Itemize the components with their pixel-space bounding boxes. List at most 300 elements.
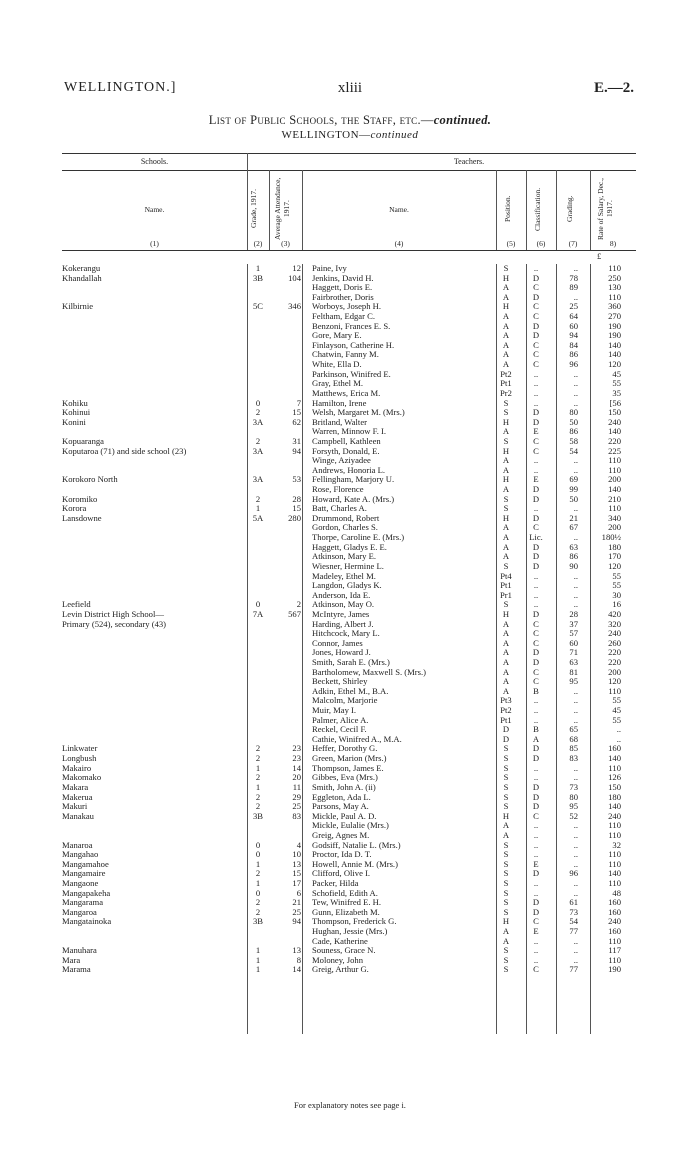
cell-sal: 55 (612, 580, 621, 591)
cell-name: Winge, Aziyadee (312, 456, 371, 466)
cell-grade: 2 (255, 868, 261, 879)
cell-pos: H (502, 474, 510, 485)
table-row (62, 744, 642, 754)
cell-grd: 73 (569, 906, 578, 917)
cell-att: 23 (292, 743, 301, 754)
cell-pos: A (502, 647, 510, 658)
cell-grd: 78 (569, 272, 578, 283)
cell-name: Connor, James (312, 638, 363, 648)
cell-sal: 55 (612, 714, 621, 725)
cell-grd: 61 (569, 897, 578, 908)
cell-att: 15 (292, 503, 301, 514)
cell-sal: 120 (608, 676, 621, 687)
cell-cls: B (533, 724, 539, 735)
cell-pos: A (502, 484, 510, 495)
table-row (62, 514, 642, 524)
col-school-name: Name. (144, 205, 165, 214)
cell-cls: C (533, 522, 539, 533)
table-row (62, 735, 642, 745)
cell-grd: .. (573, 762, 578, 773)
cell-cls: .. (533, 935, 539, 946)
cell-grade: 0 (255, 887, 261, 898)
cell-name: Mickle, Eulalie (Mrs.) (312, 821, 389, 831)
table-row (62, 543, 642, 553)
cell-cls: E (533, 858, 539, 869)
table-row (62, 889, 642, 899)
cell-sal: 35 (612, 387, 621, 398)
cell-sal: 140 (608, 426, 621, 437)
pound-sign: £ (597, 251, 602, 261)
cell-att: 346 (288, 301, 301, 312)
cell-grd: .. (573, 263, 578, 273)
cell-name: Eggleton, Ada L. (312, 792, 371, 802)
cell-sal: 240 (608, 916, 621, 927)
cell-name: Haggett, Gladys E. E. (312, 542, 387, 552)
cell-grade: 1 (255, 503, 261, 514)
cell-pos: Pt2 (500, 368, 512, 379)
table-row (62, 495, 642, 505)
cell-pos: S (503, 906, 509, 917)
cell-grd: 86 (569, 426, 578, 437)
cell-name: Matthews, Erica M. (312, 388, 381, 398)
cell-pos: S (503, 964, 509, 975)
cell-pos: S (503, 599, 509, 610)
cell-att: 20 (292, 772, 301, 783)
colnum-6: (6) (536, 239, 546, 248)
cell-name: Howell, Annie M. (Mrs.) (312, 859, 398, 869)
cell-pos: S (503, 263, 509, 273)
cell-grd: .. (573, 532, 578, 543)
cell-cls: D (532, 608, 540, 619)
cell-cls: .. (533, 599, 539, 610)
table-row (62, 773, 642, 783)
cell-name: Bartholomew, Maxwell S. (Mrs.) (312, 667, 427, 677)
col-attendance: Average Attendance, 1917. (273, 177, 291, 241)
cell-grd: .. (573, 455, 578, 466)
cell-cls: E (533, 926, 539, 937)
cell-att: 6 (296, 887, 301, 898)
cell-cls: D (532, 868, 540, 879)
cell-school: Manaroa (62, 840, 93, 850)
cell-cls: D (532, 753, 540, 764)
cell-grd: 77 (569, 926, 578, 937)
table-row (62, 927, 642, 937)
cell-school: Mangatainoka (62, 917, 112, 927)
cell-name: Palmer, Alice A. (312, 715, 369, 725)
cell-cls: .. (533, 849, 539, 860)
cell-pos: H (502, 608, 510, 619)
cell-pos: A (502, 426, 510, 437)
cell-school: Levin District High School— (62, 609, 164, 619)
cell-school: Mangahao (62, 850, 99, 860)
cell-pos: S (503, 560, 509, 571)
cell-grd: 65 (569, 724, 578, 735)
cell-name: Worboys, Joseph H. (312, 302, 382, 312)
cell-name: Parkinson, Winifred E. (312, 369, 391, 379)
cell-school: Makairo (62, 763, 92, 773)
cell-grade: 5A (252, 512, 264, 523)
cell-grade: 1 (255, 878, 261, 888)
cell-grd: 86 (569, 349, 578, 360)
cell-grd: 37 (569, 618, 578, 629)
cell-school: Makerua (62, 792, 93, 802)
cell-pos: A (502, 820, 510, 831)
cell-name: Packer, Hilda (312, 879, 359, 888)
cell-cls: C (533, 810, 539, 821)
running-header (0, 80, 700, 100)
cell-name: Warren, Minnow F. I. (312, 427, 387, 437)
cell-sal: 30 (612, 589, 621, 600)
cell-sal: 200 (608, 666, 621, 677)
cell-name: Hitchcock, Mary L. (312, 629, 380, 639)
cell-sal: 120 (608, 560, 621, 571)
cell-name: Harding, Albert J. (312, 619, 374, 629)
cell-cls: D (532, 743, 540, 754)
cell-cls: C (533, 618, 539, 629)
cell-grd: 95 (569, 676, 578, 687)
cell-sal: 270 (608, 311, 621, 322)
cell-name: Adkin, Ethel M., B.A. (312, 686, 389, 696)
cell-grade: 0 (255, 397, 261, 408)
cell-name: Gibbes, Eva (Mrs.) (312, 773, 378, 783)
cell-cls: .. (533, 464, 539, 475)
cell-cls: D (532, 906, 540, 917)
table-row (62, 572, 642, 582)
cell-name: Schofield, Edith A. (312, 888, 378, 898)
cell-grd: .. (573, 772, 578, 783)
cell-sal: 110 (608, 503, 621, 514)
cell-grade: 2 (255, 743, 261, 754)
cell-pos: S (503, 868, 509, 879)
cell-grd: 57 (569, 628, 578, 639)
cell-grd: 89 (569, 282, 578, 293)
cell-cls: D (532, 272, 540, 283)
cell-school: Leefield (62, 600, 91, 610)
cell-sal: 150 (608, 407, 621, 418)
col-teacher-name: Name. (389, 205, 409, 214)
cell-att: 94 (292, 916, 301, 927)
cell-sal: 180½ (601, 532, 621, 543)
cell-grd: 90 (569, 560, 578, 571)
col-classification: Classification. (533, 187, 542, 231)
table-row (62, 533, 642, 543)
cell-grade: 1 (255, 945, 261, 956)
table-row (62, 456, 642, 466)
cell-cls: D (532, 512, 540, 523)
cell-pos: Pr2 (500, 387, 512, 398)
table-row (62, 293, 642, 303)
cell-name: Jenkins, David H. (312, 273, 374, 283)
cell-cls: C (533, 445, 539, 456)
cell-att: 14 (292, 964, 301, 975)
footnote: For explanatory notes see page i. (294, 1100, 406, 1110)
cell-sal: 160 (608, 906, 621, 917)
cell-cls: .. (533, 945, 539, 956)
cell-grd: 80 (569, 791, 578, 802)
table-row (62, 658, 642, 668)
table-row (62, 821, 642, 831)
cell-sal: 140 (608, 868, 621, 879)
cell-grd: 67 (569, 522, 578, 533)
cell-grd: 50 (569, 493, 578, 504)
cell-name: Finlayson, Catherine H. (312, 340, 395, 350)
table-row (62, 610, 642, 620)
cell-pos: S (503, 762, 509, 773)
cell-pos: S (503, 897, 509, 908)
cell-sal: 140 (608, 801, 621, 812)
cell-sal: 55 (612, 378, 621, 389)
cell-grd: 73 (569, 781, 578, 792)
cell-grd: 84 (569, 339, 578, 350)
cell-school: Mangaone (62, 879, 99, 888)
table-row (62, 668, 642, 678)
cell-grade: 3A (252, 445, 264, 456)
table-row (62, 302, 642, 312)
table-row (62, 629, 642, 639)
rule-group (62, 170, 636, 171)
cell-grd: .. (573, 580, 578, 591)
table-row (62, 812, 642, 822)
cell-name: Parsons, May A. (312, 802, 369, 812)
table-row (62, 341, 642, 351)
table-row (62, 716, 642, 726)
cell-cls: .. (533, 762, 539, 773)
cell-cls: D (532, 801, 540, 812)
colnum-5: (5) (506, 239, 516, 248)
cell-pos: Pt1 (500, 378, 512, 389)
cell-sal: .. (616, 724, 621, 735)
cell-sal: 160 (608, 926, 621, 937)
cell-att: 53 (292, 474, 301, 485)
cell-pos: Pt3 (500, 695, 512, 706)
cell-pos: S (503, 858, 509, 869)
cell-sal: 140 (608, 339, 621, 350)
cell-name: Thorpe, Caroline E. (Mrs.) (312, 533, 405, 543)
cell-name: Fairbrother, Doris (312, 292, 374, 302)
cell-pos: A (502, 926, 510, 937)
divider-schools-teachers (247, 153, 248, 250)
cell-grd: 81 (569, 666, 578, 677)
table-row (62, 706, 642, 716)
cell-pos: S (503, 503, 509, 514)
table-row (62, 850, 642, 860)
cell-name: Batt, Charles A. (312, 504, 367, 514)
cell-pos: A (502, 637, 510, 648)
cell-grd: .. (573, 397, 578, 408)
cell-sal: 160 (608, 897, 621, 908)
cell-name: Feltham, Edgar C. (312, 312, 376, 322)
cell-sal: 200 (608, 474, 621, 485)
table-row (62, 389, 642, 399)
cell-sal: 220 (608, 647, 621, 658)
cell-cls: D (532, 330, 540, 341)
cell-pos: S (503, 801, 509, 812)
cell-pos: D (502, 733, 510, 744)
cell-sal: 250 (608, 272, 621, 283)
table-row (62, 802, 642, 812)
table-row (62, 562, 642, 572)
cell-grd: .. (573, 820, 578, 831)
table-row (62, 725, 642, 735)
cell-grade: 1 (255, 781, 261, 792)
rule-top (62, 153, 636, 154)
cell-name: Benzoni, Frances E. S. (312, 321, 391, 331)
cell-grd: .. (573, 849, 578, 860)
table-row (62, 552, 642, 562)
colnum-8: 8) (609, 239, 617, 248)
cell-school: Kohinui (62, 408, 91, 418)
cell-pos: A (502, 320, 510, 331)
page-subtitle (0, 129, 700, 141)
cell-grade: 2 (255, 407, 261, 418)
cell-name: Tew, Winifred E. H. (312, 898, 381, 908)
divider-pos (496, 170, 497, 250)
cell-pos: A (502, 628, 510, 639)
cell-name: Smith, John A. (ii) (312, 782, 376, 792)
cell-sal: 110 (608, 762, 621, 773)
cell-cls: C (533, 628, 539, 639)
table-row (62, 917, 642, 927)
cell-pos: H (502, 301, 510, 312)
cell-sal: 16 (612, 599, 621, 610)
cell-school: Mangapakeha (62, 888, 111, 898)
cell-cls: .. (533, 839, 539, 850)
cell-name: Anderson, Ida E. (312, 590, 371, 600)
cell-pos: Pr1 (500, 589, 512, 600)
cell-cls: D (532, 551, 540, 562)
cell-sal: 190 (608, 964, 621, 975)
cell-sal: 110 (608, 263, 621, 273)
cell-pos: A (502, 829, 510, 840)
cell-grd: 94 (569, 330, 578, 341)
cell-name: Mickle, Paul A. D. (312, 811, 377, 821)
cell-att: 11 (292, 781, 301, 792)
cell-grd: .. (573, 954, 578, 965)
cell-grade: 1 (255, 858, 261, 869)
cell-att: 21 (292, 897, 301, 908)
cell-sal: 110 (608, 455, 621, 466)
cell-att: 14 (292, 762, 301, 773)
cell-att: 567 (288, 608, 301, 619)
table-row (62, 485, 642, 495)
cell-grade: 1 (255, 762, 261, 773)
table-row (62, 591, 642, 601)
cell-name: Campbell, Kathleen (312, 436, 381, 446)
cell-grd: .. (573, 878, 578, 888)
cell-sal: 420 (608, 608, 621, 619)
cell-pos: A (502, 685, 510, 696)
cell-sal: 340 (608, 512, 621, 523)
cell-sal: 110 (608, 685, 621, 696)
cell-cls: .. (533, 263, 539, 273)
cell-grd: .. (573, 589, 578, 600)
cell-sal: 225 (608, 445, 621, 456)
cell-name: Jones, Howard J. (312, 648, 371, 658)
cell-grd: .. (573, 705, 578, 716)
cell-grade: 0 (255, 599, 261, 610)
cell-pos: S (503, 493, 509, 504)
cell-cls: D (532, 541, 540, 552)
page-number: xliii (337, 80, 363, 96)
cell-cls: C (533, 311, 539, 322)
table-row (62, 946, 642, 956)
cell-cls: D (532, 484, 540, 495)
table-row (62, 600, 642, 610)
cell-grd: 96 (569, 359, 578, 370)
cell-grd: .. (573, 887, 578, 898)
cell-grade: 3B (252, 810, 264, 821)
colnum-4: (4) (394, 239, 404, 248)
table-row (62, 466, 642, 476)
cell-grd: .. (573, 858, 578, 869)
cell-pos: A (502, 464, 510, 475)
cell-grd: .. (573, 368, 578, 379)
divider-grd (556, 170, 557, 250)
cell-pos: Pt4 (500, 570, 512, 581)
divider-grade (269, 170, 270, 250)
cell-grd: .. (573, 378, 578, 389)
cell-pos: A (502, 676, 510, 687)
cell-name: Cade, Katherine (312, 936, 368, 946)
cell-sal: 55 (612, 570, 621, 581)
cell-name: Andrews, Honoria L. (312, 465, 386, 475)
cell-att: 7 (296, 397, 301, 408)
cell-pos: A (502, 359, 510, 370)
cell-name: Atkinson, May O. (312, 600, 375, 610)
cell-sal: 140 (608, 349, 621, 360)
cell-cls: D (532, 560, 540, 571)
cell-pos: A (502, 330, 510, 341)
cell-sal: 240 (608, 628, 621, 639)
cell-grd: 96 (569, 868, 578, 879)
table-row (62, 331, 642, 341)
rule-head (62, 250, 636, 251)
col-grading: Grading. (565, 195, 574, 223)
cell-grade: 3A (252, 416, 264, 427)
cell-name: Green, Marion (Mrs.) (312, 754, 387, 764)
table-row (62, 350, 642, 360)
cell-pos: S (503, 849, 509, 860)
cell-grade: 2 (255, 801, 261, 812)
table-row (62, 639, 642, 649)
title-continued: continued. (433, 113, 492, 127)
cell-school: Khandallah (62, 273, 102, 283)
cell-cls: .. (533, 368, 539, 379)
cell-grade: 2 (255, 753, 261, 764)
table-row (62, 264, 642, 274)
cell-name: Atkinson, Mary E. (312, 552, 376, 562)
cell-sal: [56 (609, 397, 621, 408)
cell-grade: 2 (255, 897, 261, 908)
cell-grd: 95 (569, 801, 578, 812)
table-row (62, 437, 642, 447)
cell-att: 4 (296, 839, 301, 850)
cell-sal: 117 (608, 945, 621, 956)
cell-cls: C (533, 349, 539, 360)
cell-pos: H (502, 272, 510, 283)
cell-att: 15 (292, 868, 301, 879)
cell-sal: 360 (608, 301, 621, 312)
cell-pos: S (503, 743, 509, 754)
cell-sal: 110 (608, 820, 621, 831)
cell-school: Korokoro North (62, 475, 118, 485)
cell-name: Cathie, Winifred A., M.A. (312, 734, 402, 744)
cell-grd: 52 (569, 810, 578, 821)
cell-name: Gunn, Elizabeth M. (312, 907, 380, 917)
cell-sal: 140 (608, 484, 621, 495)
cell-school: Manakau (62, 811, 94, 821)
colnum-7: (7) (568, 239, 578, 248)
